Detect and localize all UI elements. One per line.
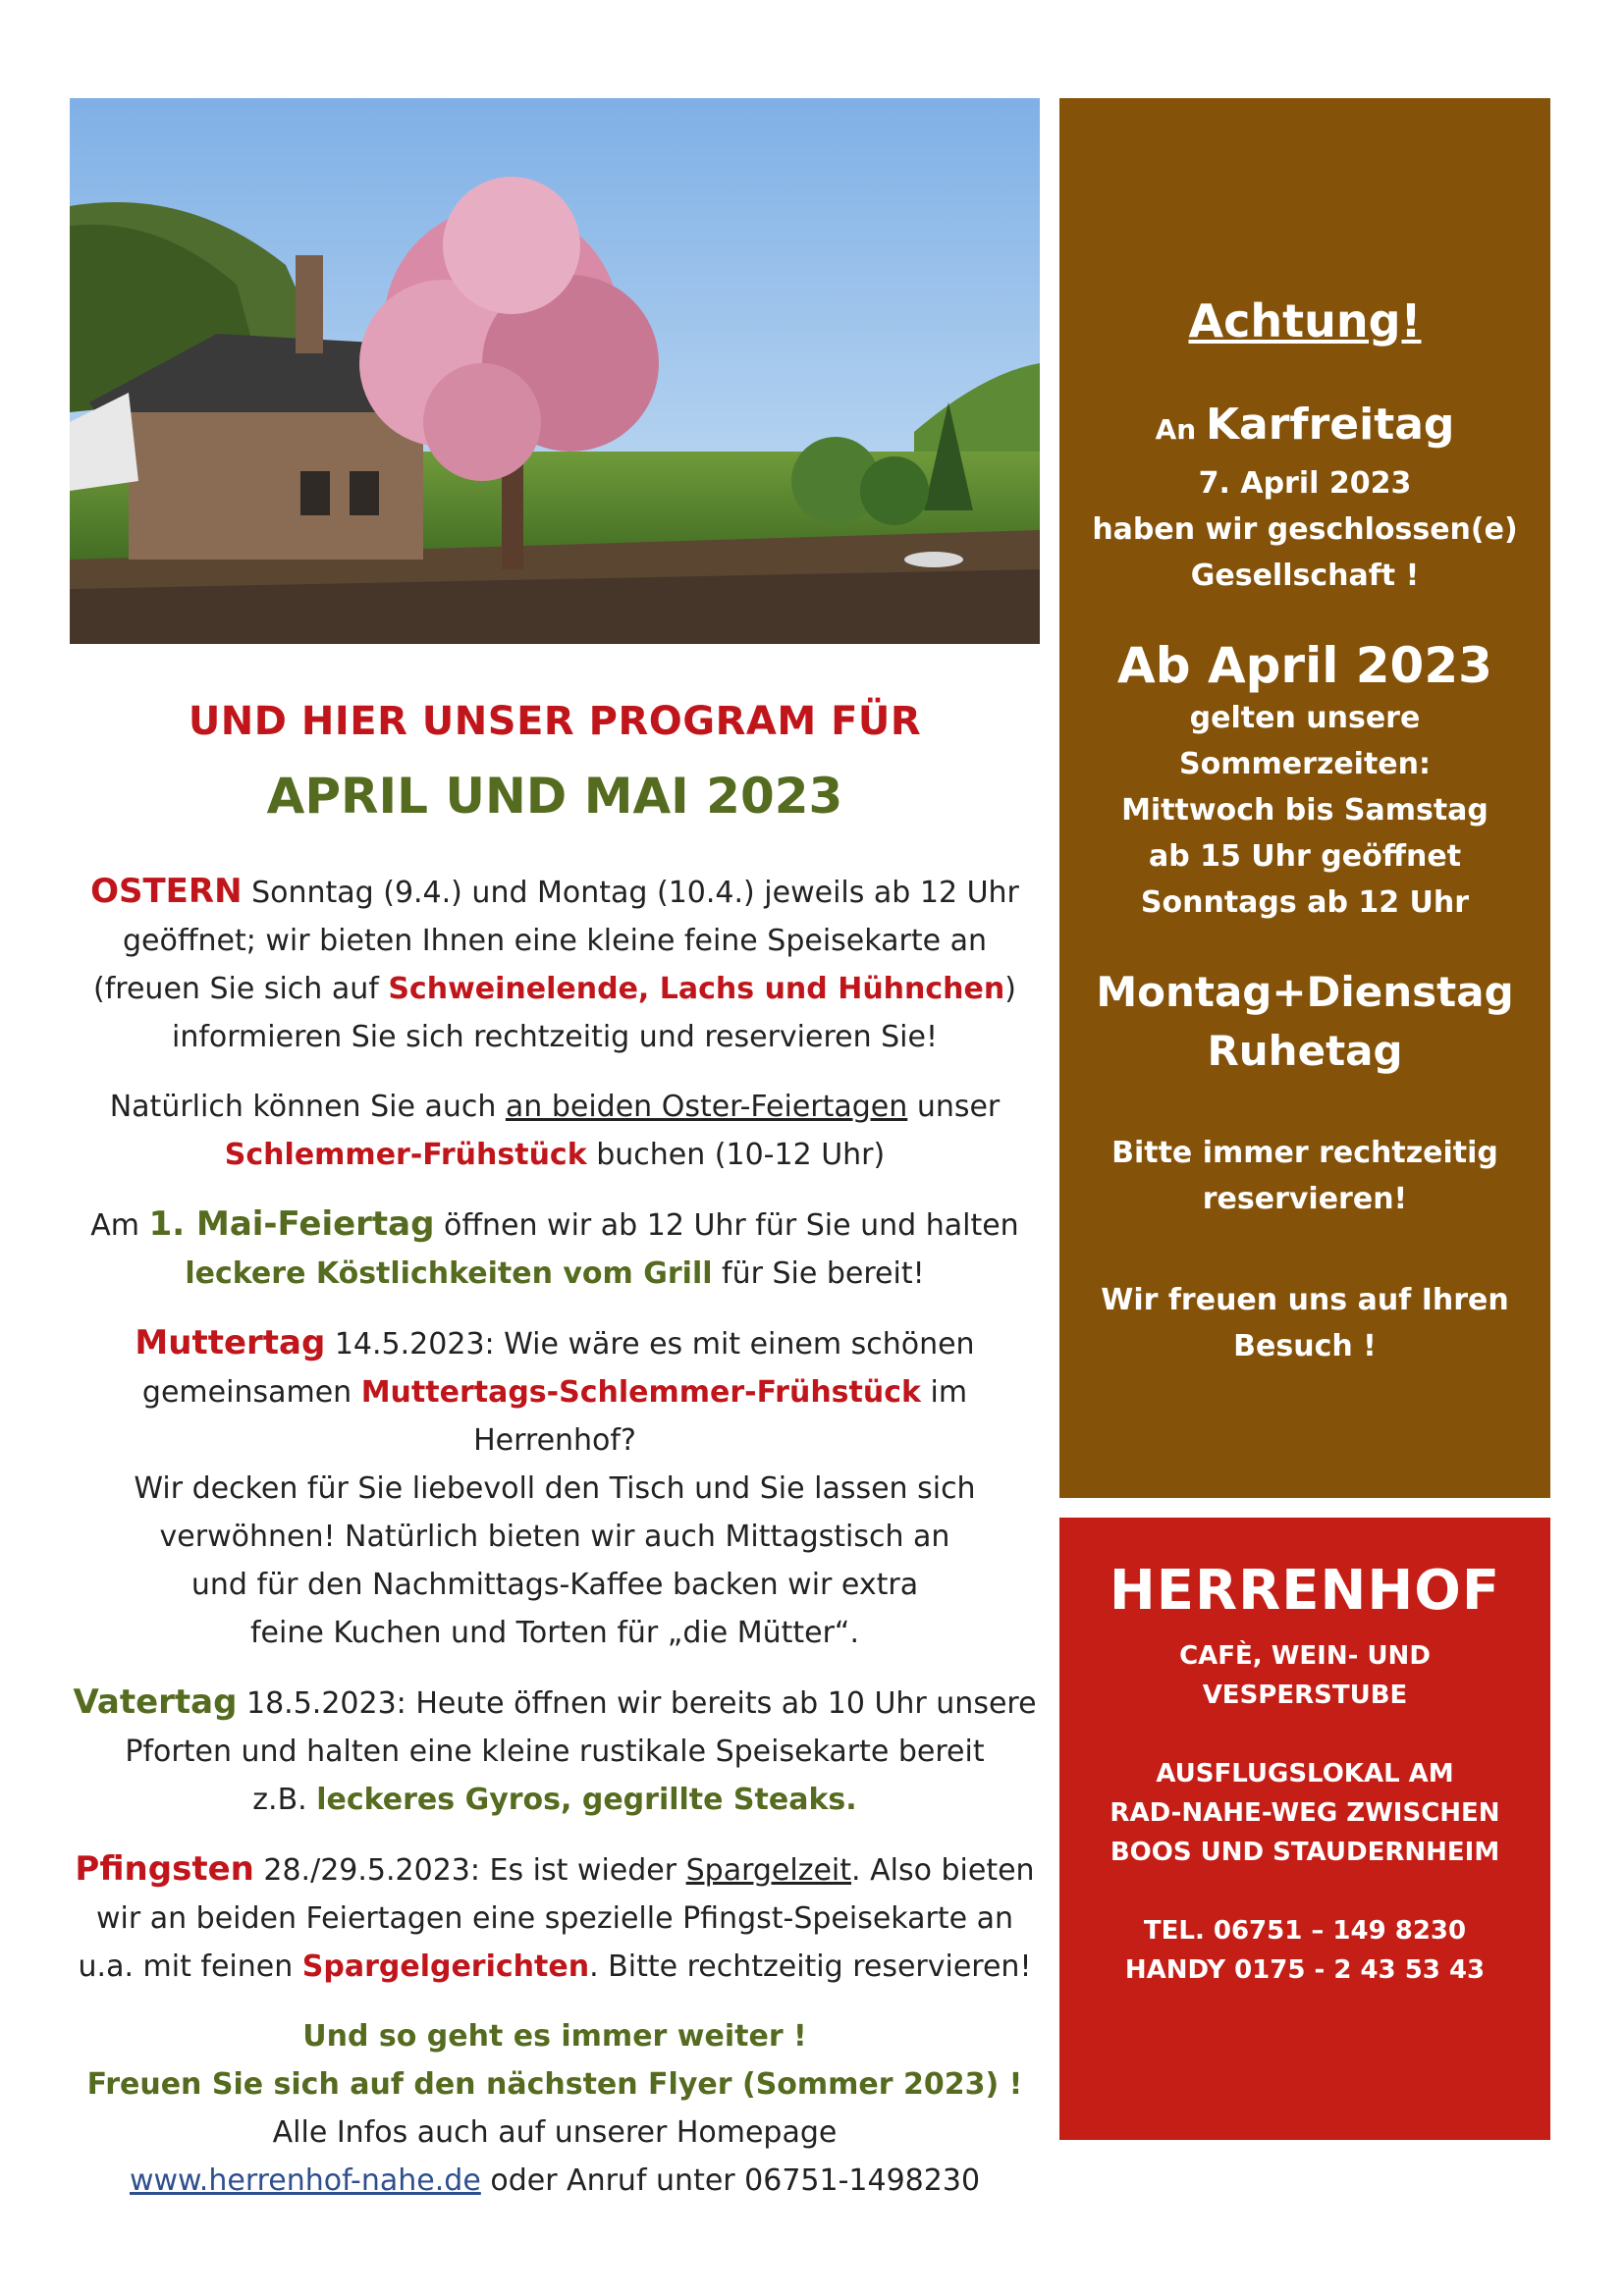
telephone: TEL. 06751 – 149 8230: [1143, 1916, 1467, 1946]
ab-april-heading: Ab April 2023: [1117, 637, 1492, 694]
notice-sidebar: [1059, 98, 1550, 1498]
section-pfingsten: Pfingsten 28./29.5.2023: Es ist wieder Spargelzeit. Also bieten wir an beiden Feiertagen eine spezielle Pfingst-Speisekarte an u.a. mit feinen Spargelgerichten. Bitte rechtzeitig reservieren!: [75, 1849, 1035, 1984]
mai-title: 1. Mai-Feiertag: [148, 1204, 435, 1244]
section-closing: Und so geht es immer weiter ! Freuen Sie sich auf den nächsten Flyer (Sommer 2023) ! Alle Infos auch auf unserer Homepage www.herrenhof-nahe.de oder Anruf unter 06751-1498230: [86, 2019, 1023, 2198]
ruhetag-notice: Montag+Dienstag Ruhetag: [1096, 968, 1514, 1075]
mobile: HANDY 0175 - 2 43 53 43: [1124, 1955, 1486, 1985]
welcome-note: Wir freuen uns auf Ihren Besuch !: [1101, 1283, 1509, 1363]
section-vatertag: Vatertag 18.5.2023: Heute öffnen wir bereits ab 10 Uhr unsere Pforten und halten eine kleine rustikale Speisekarte bereit z.B. leckeres Gyros, gegrillte Steaks.: [73, 1682, 1037, 1817]
contact-box: [1059, 1518, 1550, 2140]
section-fruehstueck: Natürlich können Sie auch an beiden Oster-Feiertagen unser Schlemmer-Frühstück buchen (10-12 Uhr): [109, 1090, 1001, 1172]
homepage-link[interactable]: www.herrenhof-nahe.de: [129, 2163, 481, 2198]
karfreitag-notice: An Karfreitag: [1155, 400, 1455, 450]
header-photo: [70, 98, 1040, 644]
section-muttertag: Muttertag 14.5.2023: Wie wäre es mit einem schönen gemeinsamen Muttertags-Schlemmer-Frühstück im Herrenhof? Wir decken für Sie liebevoll den Tisch und Sie lassen sich verwöhnen! Natürlich bieten wir auch Mittagstisch an und für den Nachmittags-Kaffee backen wir extra feine Kuchen und Torten für „die Mütter“.: [134, 1323, 976, 1650]
ostern-title: OSTERN: [90, 872, 243, 911]
summer-hours: gelten unsere Sommerzeiten: Mittwoch bis Samstag ab 15 Uhr geöffnet Sonntags ab 12 Uhr: [1121, 701, 1489, 920]
achtung-heading: Achtung!: [1188, 294, 1422, 347]
vatertag-title: Vatertag: [73, 1682, 238, 1722]
muttertag-title: Muttertag: [135, 1323, 326, 1362]
reservation-reminder: Bitte immer rechtzeitig reservieren!: [1111, 1136, 1498, 1216]
pfingsten-title: Pfingsten: [75, 1849, 254, 1889]
business-name: HERRENHOF: [1109, 1559, 1501, 1623]
section-mai: Am 1. Mai-Feiertag öffnen wir ab 12 Uhr für Sie und halten leckere Köstlichkeiten vom Grill für Sie bereit!: [90, 1204, 1019, 1291]
headline-months: APRIL UND MAI 2023: [266, 768, 843, 825]
business-location: AUSFLUGSLOKAL AM RAD-NAHE-WEG ZWISCHEN BOOS UND STAUDERNHEIM: [1110, 1759, 1500, 1867]
phone-numbers: [1059, 1911, 1550, 1990]
karfreitag-details: 7. April 2023 haben wir geschlossen(e) Gesellschaft !: [1092, 466, 1518, 593]
business-type: CAFÈ, WEIN- UND VESPERSTUBE: [1179, 1641, 1431, 1710]
headline-program: UND HIER UNSER PROGRAM FÜR: [188, 699, 922, 744]
section-ostern: OSTERN Sonntag (9.4.) und Montag (10.4.) jeweils ab 12 Uhr geöffnet; wir bieten Ihnen eine kleine feine Speisekarte an (freuen Sie sich auf Schweinelende, Lachs und Hühnchen) informieren Sie sich rechtzeitig und reservieren Sie!: [90, 872, 1019, 1054]
program-text: [70, 868, 1040, 2226]
